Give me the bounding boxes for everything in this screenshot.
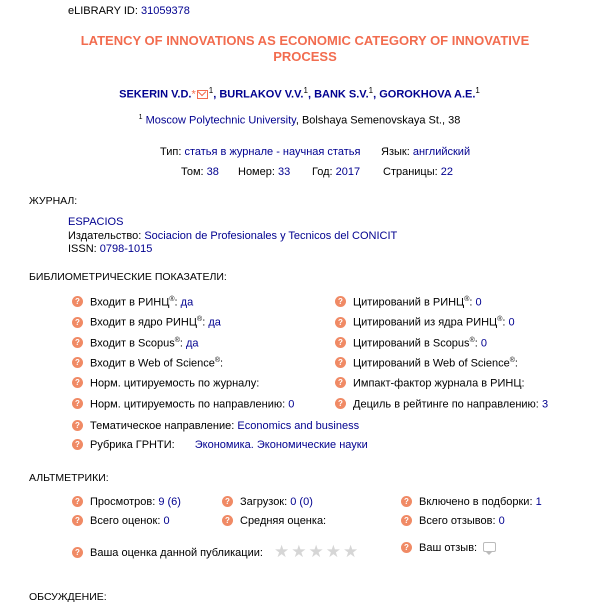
- pages-value: 22: [440, 166, 454, 178]
- corresponding-author-icon: *: [191, 88, 196, 101]
- help-icon[interactable]: ?: [222, 496, 233, 507]
- collections-link[interactable]: 1: [535, 496, 542, 508]
- right-row: ? Импакт-фактор журнала в РИНЦ:: [335, 377, 525, 390]
- your-review: ? Ваш отзыв:: [401, 541, 496, 554]
- discussion-heading: ОБСУЖДЕНИЕ:: [29, 591, 107, 603]
- elibrary-id-value[interactable]: 31059378: [140, 5, 190, 17]
- article-title-line1: LATENCY OF INNOVATIONS AS ECONOMIC CATEGORY OF INNOVATIVE: [80, 33, 530, 48]
- help-icon[interactable]: ?: [72, 357, 83, 368]
- volume: Том: 38: [181, 166, 219, 178]
- elibrary-id: [68, 5, 190, 17]
- right-row: ? Цитирований из ядра РИНЦ®: 0: [335, 316, 515, 329]
- help-icon[interactable]: ?: [401, 542, 412, 553]
- ratings-count: ? Всего оценок: 0: [72, 515, 170, 527]
- affiliation: $^1$ Moscow Polytechnic University, Bolshaya Semenovskaya St., 38: [138, 114, 461, 127]
- journal-name-link[interactable]: ESPACIOS: [68, 216, 124, 228]
- right-value-link[interactable]: 0: [508, 316, 515, 329]
- left-row: ? Норм. цитируемость по журналу:: [72, 377, 259, 390]
- volume-link[interactable]: 38: [206, 166, 219, 178]
- grnti-rubric-link[interactable]: Экономика. Экономические науки: [194, 439, 368, 451]
- help-icon[interactable]: ?: [72, 420, 83, 431]
- help-icon[interactable]: ?: [401, 515, 412, 526]
- altmetrics-heading: АЛЬТМЕТРИКИ:: [29, 472, 109, 484]
- journal-heading: ЖУРНАЛ:: [29, 195, 78, 207]
- author-link[interactable]: BANK S.V.: [314, 88, 369, 101]
- article-title: [40, 33, 570, 65]
- help-icon[interactable]: ?: [401, 496, 412, 507]
- elibrary-id-label: eLIBRARY ID:: [68, 5, 138, 17]
- author-link[interactable]: GOROKHOVA A.E.: [379, 88, 476, 101]
- grnti-rubric: ? Рубрика ГРНТИ: Экономика. Экономические науки: [72, 439, 368, 451]
- help-icon[interactable]: ?: [335, 296, 346, 307]
- help-icon[interactable]: ?: [335, 398, 346, 409]
- right-row: ? Дециль в рейтинге по направлению: 3: [335, 398, 548, 411]
- right-row: ? Цитирований в Scopus®: 0: [335, 337, 487, 350]
- comment-icon[interactable]: [483, 542, 496, 552]
- year: Год: 2017: [312, 166, 361, 178]
- views-count: ? Просмотров: 9 (6): [72, 496, 181, 508]
- thematic-direction: ? Тематическое направление: Economics and business: [72, 420, 359, 432]
- average-rating: ? Средняя оценка:: [222, 515, 326, 527]
- left-row: ? Входит в Scopus®: да: [72, 337, 199, 350]
- affiliation-org-link[interactable]: Moscow Polytechnic University: [145, 114, 296, 127]
- help-icon[interactable]: ?: [335, 377, 346, 388]
- help-icon[interactable]: ?: [335, 357, 346, 368]
- right-value-link[interactable]: 3: [541, 398, 549, 411]
- left-row: ? Норм. цитируемость по направлению: 0: [72, 398, 294, 411]
- journal-name: [68, 216, 123, 228]
- article-language-value: английский: [412, 146, 471, 158]
- reviews-link[interactable]: 0: [498, 515, 505, 527]
- article-language: Язык: английский: [381, 146, 471, 158]
- authors: SEKERIN V.D.* $^1$, BURLAKOV V.V.$^1$, BANK S.V.$^1$, GOROKHOVA A.E.$^1$: [119, 86, 480, 101]
- left-value-link[interactable]: да: [186, 337, 199, 350]
- left-row: ? Входит в РИНЦ®: да: [72, 296, 193, 309]
- author-link[interactable]: SEKERIN V.D.: [119, 88, 192, 101]
- help-icon[interactable]: ?: [335, 317, 346, 328]
- right-row: ? Цитирований в Web of Science®:: [335, 357, 518, 370]
- author-link[interactable]: BURLAKOV V.V.: [219, 88, 304, 101]
- views-link[interactable]: 9 (6): [158, 496, 181, 508]
- help-icon[interactable]: ?: [72, 547, 83, 558]
- article-title-line2: PROCESS: [273, 49, 337, 64]
- help-icon[interactable]: ?: [72, 439, 83, 450]
- article-type-value: статья в журнале - научная статья: [184, 146, 361, 158]
- pages: Страницы: 22: [383, 166, 454, 178]
- your-rating: ? Ваша оценка данной публикации: ★★★★★: [72, 541, 360, 561]
- left-value-link[interactable]: да: [180, 296, 194, 309]
- journal-issn-value: 0798-1015: [99, 243, 153, 255]
- help-icon[interactable]: ?: [72, 296, 83, 307]
- rating-stars[interactable]: ★★★★★: [274, 542, 361, 561]
- right-value-link[interactable]: 0: [475, 296, 482, 309]
- biblio-heading: БИБЛИОМЕТРИЧЕСКИЕ ПОКАЗАТЕЛИ:: [29, 271, 227, 283]
- left-row: ? Входит в Web of Science®:: [72, 357, 223, 370]
- help-icon[interactable]: ?: [335, 337, 346, 348]
- help-icon[interactable]: ?: [72, 377, 83, 388]
- help-icon[interactable]: ?: [72, 496, 83, 507]
- year-link[interactable]: 2017: [335, 166, 361, 178]
- collections-count: ? Включено в подборки: 1: [401, 496, 542, 508]
- help-icon[interactable]: ?: [72, 398, 83, 409]
- journal-issn: ISSN: 0798-1015: [68, 243, 153, 255]
- right-value-link[interactable]: 0: [480, 337, 487, 350]
- article-type: Тип: статья в журнале - научная статья: [160, 146, 361, 158]
- downloads-count: ? Загрузок: 0 (0): [222, 496, 313, 508]
- journal-publisher-link[interactable]: Sociacion de Profesionales y Tecnicos del CONICIT: [144, 230, 398, 242]
- help-icon[interactable]: ?: [72, 515, 83, 526]
- issue-number-link[interactable]: 33: [277, 166, 291, 178]
- affiliation-address: , Bolshaya Semenovskaya St., 38: [295, 114, 461, 127]
- thematic-direction-link[interactable]: Economics and business: [237, 420, 360, 432]
- reviews-count: ? Всего отзывов: 0: [401, 515, 505, 527]
- left-value-link[interactable]: да: [208, 316, 221, 329]
- journal-publisher: Издательство: Sociacion de Profesionales y Tecnicos del CONICIT: [68, 230, 398, 242]
- help-icon[interactable]: ?: [72, 337, 83, 348]
- left-value-link[interactable]: 0: [288, 398, 295, 411]
- help-icon[interactable]: ?: [222, 515, 233, 526]
- left-row: ? Входит в ядро РИНЦ®: да: [72, 316, 221, 329]
- help-icon[interactable]: ?: [72, 317, 83, 328]
- mail-icon[interactable]: [197, 90, 208, 99]
- issue-number: Номер: 33: [238, 166, 291, 178]
- downloads-link[interactable]: 0 (0): [290, 496, 313, 508]
- right-row: ? Цитирований в РИНЦ®: 0: [335, 296, 482, 309]
